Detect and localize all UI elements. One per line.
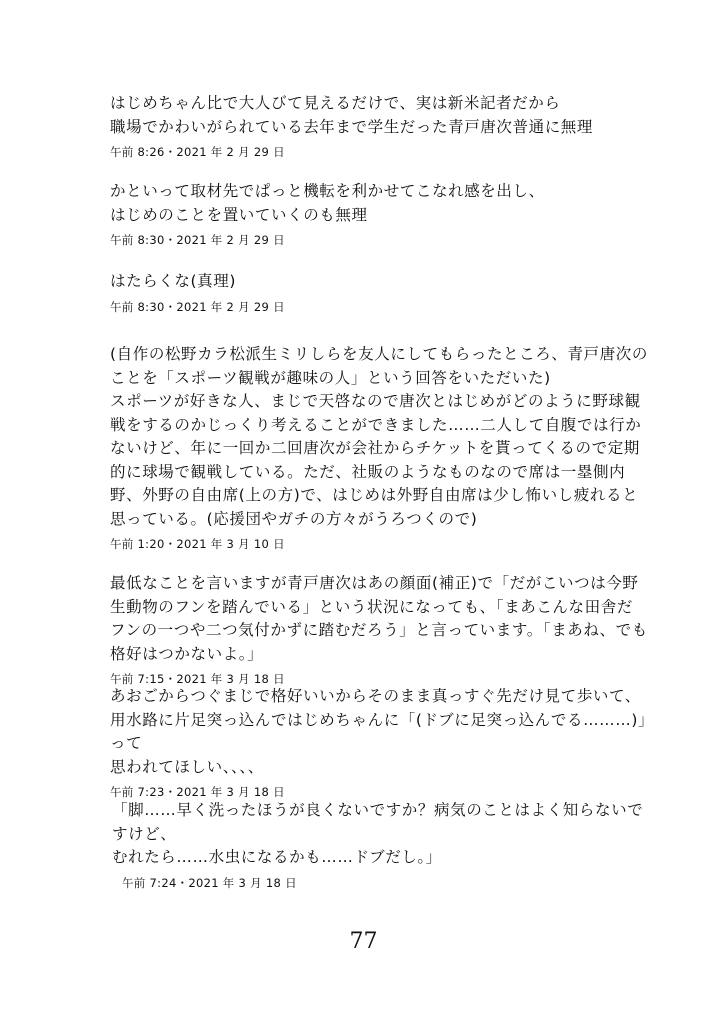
- post-6: [110, 685, 650, 800]
- post-timestamp: 午前 8:30・2021 年 2 月 29 日: [110, 299, 285, 314]
- post-text: はじめちゃん比で大人びて見えるだけで、実は新米記者だから 職場でかわいがられている去年まで学生だった青戸唐次普通に無理: [110, 94, 594, 136]
- post-text: (自作の松野カラ松派生ミリしらを友人にしてもらったところ、青戸唐次のことを「スポーツ観戦が趣味の人」という回答をいただいた) スポーツが好きな人、まじで天啓なので唐次とはじめがどのように野球観戦をするのかじっくり考えることができました……二人して自腹では行かないけど、年に一回か二回唐次が会社からチケットを貰ってくるので定期的に球場で観戦している。ただ、社販のようなものなので席は一塁側内野、外野の自由席(上の方)で、はじめは外野自由席は少し怖いし疲れると思っている。(応援団やガチの方々がうろつくので): [110, 345, 648, 528]
- page-number: 77: [349, 929, 378, 954]
- post-text: あおごからつぐまじで格好いいからそのまま真っすぐ先だけ見て歩いて、 用水路に片足突っ込んではじめちゃんに「(ドブに足突っ込んでる………)」って 思われてほしい、、、、: [110, 687, 647, 776]
- post-timestamp: 午前 7:15・2021 年 3 月 18 日: [110, 672, 285, 686]
- post-5: [110, 572, 650, 687]
- post-timestamp: 午前 1:20・2021 年 3 月 10 日: [110, 537, 285, 551]
- post-text: はたらくな(真理): [110, 272, 236, 290]
- post-text: 最低なことを言いますが青戸唐次はあの顔面(補正)で「だがこいつは今野生動物のフンを踏んでいる」という状況になっても、「まあこんな田舎だ フンの一つや二つ気付かずに踏むだろう」と言っています。「まあね、でも格好はつかないよ。」: [110, 574, 650, 663]
- post-2: [110, 180, 650, 248]
- post-timestamp: 午前 7:23・2021 年 3 月 18 日: [110, 785, 285, 799]
- post-7: [112, 799, 652, 891]
- post-text: かといって取材先でぱっと機転を利かせてこなれ感を出し、 はじめのことを置いていくのも無理: [110, 182, 545, 224]
- post-text: 「脚……早く洗ったほうが良くないですか？病気のことはよく知らないですけど、 むれたら……水虫になるかも……ドブだし。」: [112, 801, 644, 866]
- post-timestamp: 午前 8:26・2021 年 2 月 29 日: [110, 145, 285, 159]
- post-4: [110, 343, 650, 552]
- post-1: [110, 92, 650, 160]
- post-timestamp: 午前 8:30・2021 年 2 月 29 日: [110, 233, 285, 247]
- post-3: [110, 270, 650, 315]
- post-timestamp: 午前 7:24・2021 年 3 月 18 日: [122, 875, 297, 890]
